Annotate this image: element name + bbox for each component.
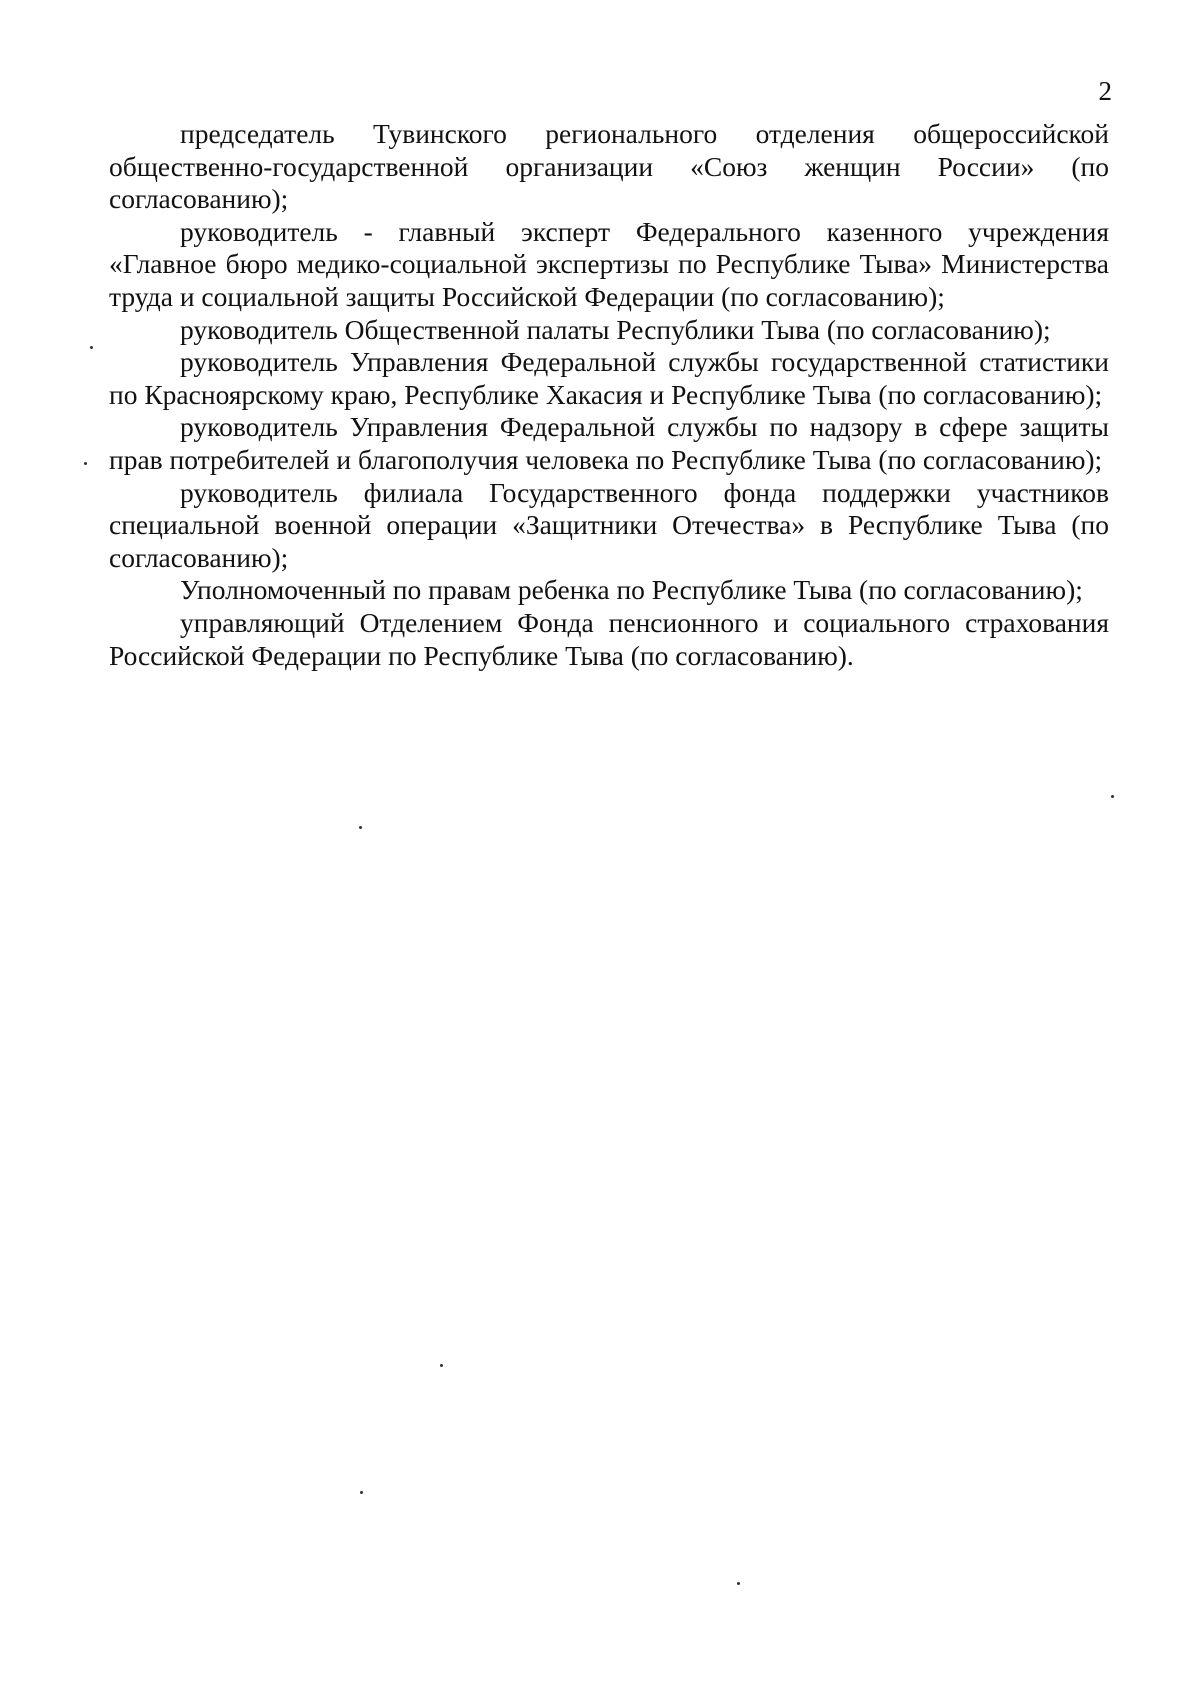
list-item: руководитель Общественной палаты Республики Тыва (по согласованию); [180, 313, 1051, 345]
document-body [109, 118, 1109, 672]
scan-speck [360, 1491, 363, 1494]
list-item: руководитель филиала Государственного фонда поддержки участников специальной военной операции «Защитники Отечества» в Республике Тыва (по согласованию); [109, 476, 1109, 573]
scan-speck [359, 826, 362, 829]
scan-speck [84, 462, 87, 465]
list-item: управляющий Отделением Фонда пенсионного и социального страхования Российской Федерации по Республике Тыва (по согласованию). [109, 606, 1109, 671]
page-number: 2 [1098, 76, 1112, 106]
scan-speck [440, 1364, 443, 1367]
list-item: Уполномоченный по правам ребенка по Республике Тыва (по согласованию); [180, 574, 1083, 606]
list-item: руководитель Управления Федеральной службы по надзору в сфере защиты прав потребителей и благополучия человека по Республике Тыва (по согласованию); [109, 411, 1109, 475]
list-item: председатель Тувинского регионального отделения общероссийской общественно-государственной организации «Союз женщин России» (по согласованию); [109, 118, 1109, 215]
list-item: руководитель Управления Федеральной службы государственной статистики по Красноярскому краю, Республике Хакасия и Республике Тыва (по согласованию); [109, 346, 1109, 410]
scan-speck [1111, 795, 1114, 798]
list-item: руководитель - главный эксперт Федерального казенного учреждения «Главное бюро медико-социальной экспертизы по Республике Тыва» Министерства труда и социальной защиты Российской Федерации (по согласованию); [109, 215, 1109, 312]
scan-speck [90, 346, 93, 349]
scan-speck [737, 1582, 740, 1585]
